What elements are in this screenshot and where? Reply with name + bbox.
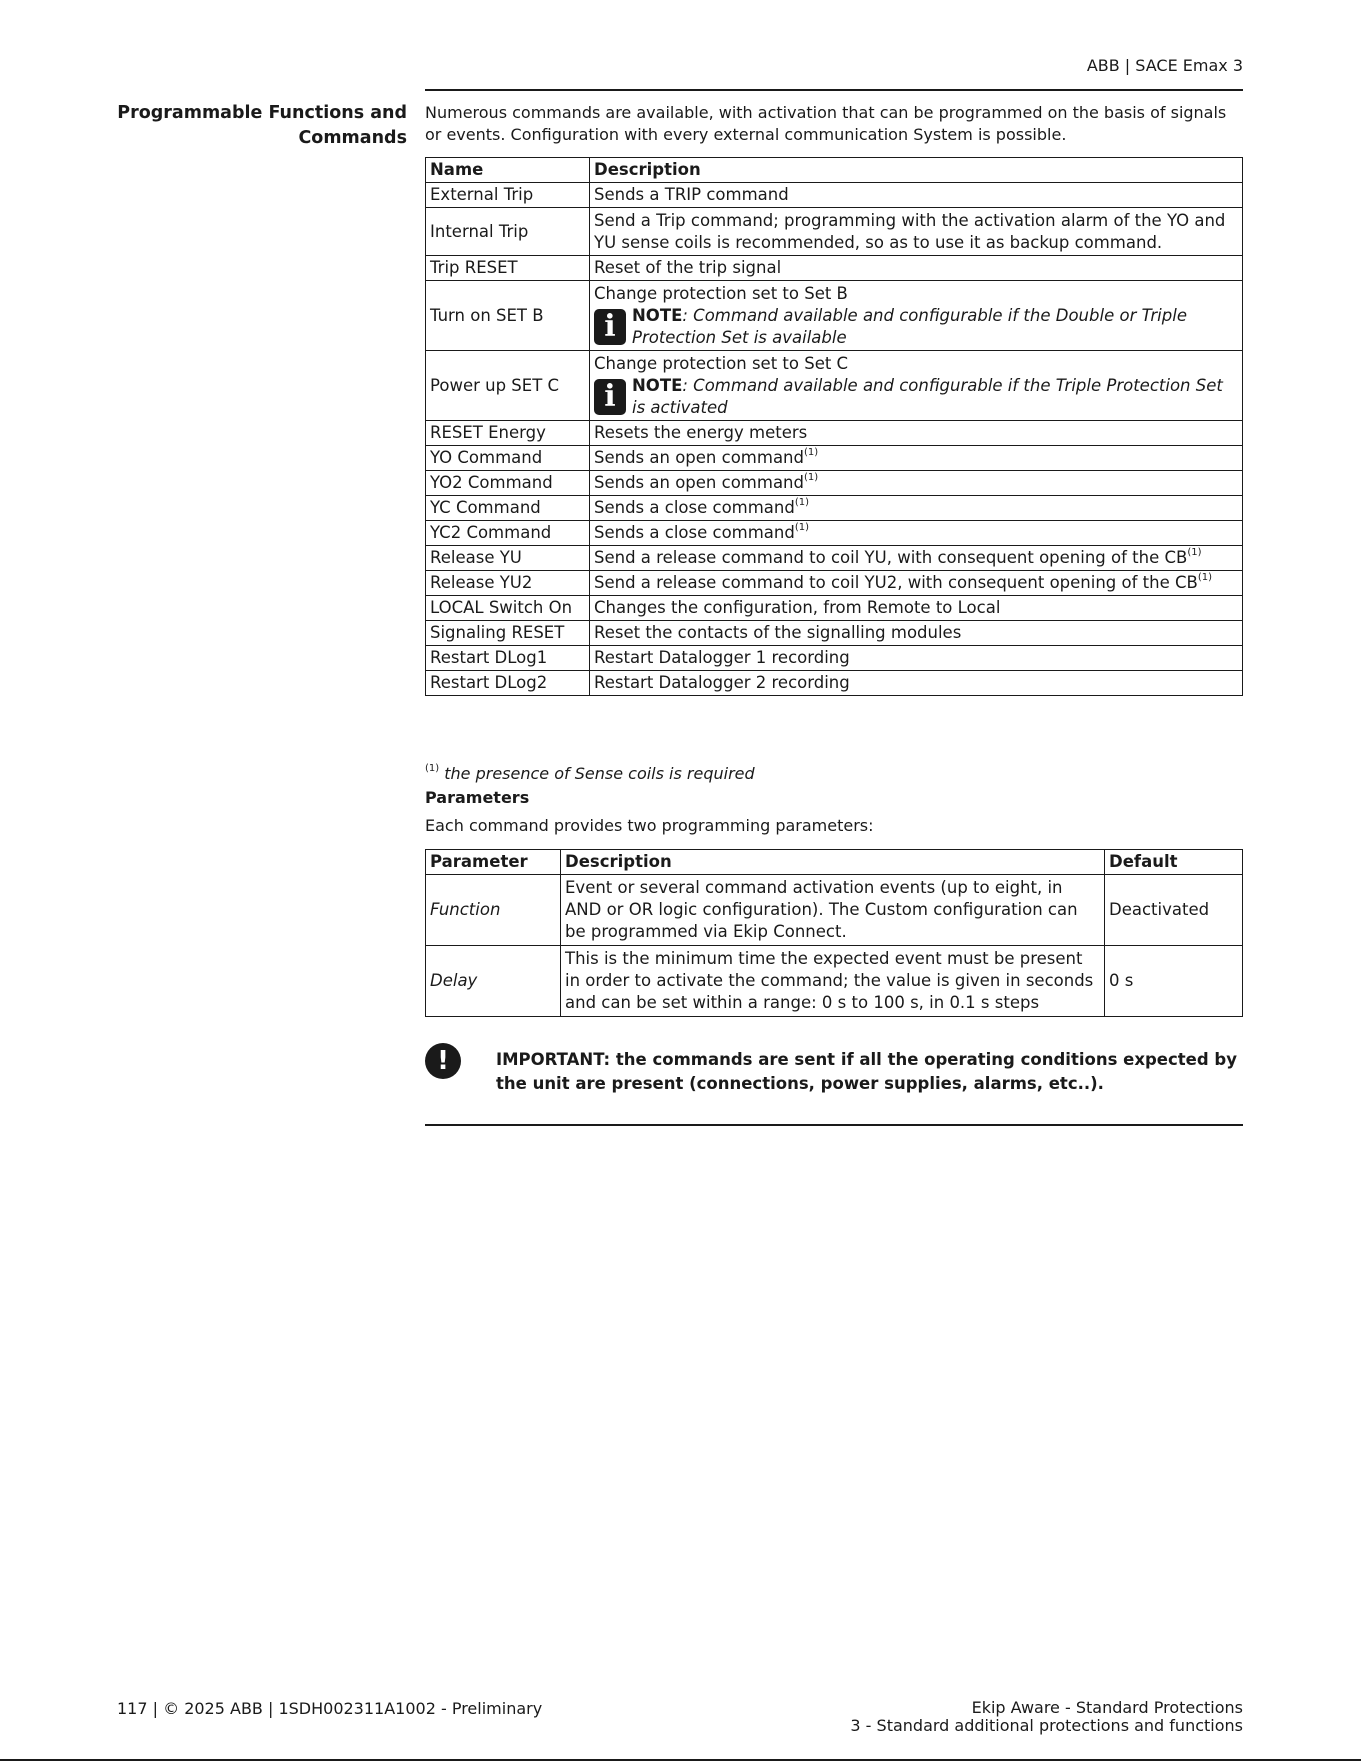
parameters-heading: Parameters	[425, 788, 530, 807]
footnote-marker: (1)	[1197, 572, 1213, 583]
command-name: YC2 Command	[426, 521, 590, 546]
table-row	[426, 256, 1243, 281]
table-row	[426, 208, 1243, 256]
footer-page-info: 117 | © 2025 ABB | 1SDH002311A1002 - Preliminary	[117, 1699, 543, 1718]
important-notice: IMPORTANT: the commands are sent if all the operating conditions expected by the unit are present (connections, power supplies, alarms, etc..).	[496, 1050, 1237, 1093]
command-description: Restart Datalogger 2 recording	[590, 671, 1243, 696]
command-name: YO Command	[426, 446, 590, 471]
command-description: Send a release command to coil YU2, with consequent opening of the CB	[594, 573, 1198, 592]
command-name: Release YU2	[426, 571, 590, 596]
table-row	[426, 521, 1243, 546]
command-description: Sends a close command	[594, 523, 795, 542]
table-row	[426, 571, 1243, 596]
footnote	[425, 764, 755, 783]
command-description: Change protection set to Set C	[594, 353, 849, 373]
command-name: Restart DLog2	[426, 671, 590, 696]
section-title: Programmable Functions and Commands	[117, 103, 407, 148]
column-header-description: Description	[561, 850, 1105, 875]
footnote-marker: (1)	[794, 522, 810, 533]
footnote-marker: (1)	[804, 447, 819, 458]
table-row	[426, 875, 1243, 946]
table-row	[426, 671, 1243, 696]
command-description-cell	[590, 471, 1243, 496]
section-intro: Numerous commands are available, with activation that can be programmed on the basis of signals or events. Configuration with every external communication System is possible.	[425, 103, 1227, 144]
footnote-text: the presence of Sense coils is required	[439, 764, 755, 783]
info-icon: i	[594, 309, 626, 345]
table-row	[426, 183, 1243, 208]
note-text	[632, 305, 1238, 349]
command-description: Restart Datalogger 1 recording	[590, 646, 1243, 671]
table-row	[426, 496, 1243, 521]
commands-table	[425, 157, 1243, 696]
info-icon: i	[594, 379, 626, 415]
command-description-cell	[590, 351, 1243, 421]
note-block	[594, 375, 1238, 419]
parameter-name: Delay	[426, 946, 561, 1017]
parameter-description: This is the minimum time the expected event must be present in order to activate the command; the value is given in seconds and can be set within a range: 0 s to 100 s, in 0.1 s steps	[561, 946, 1105, 1017]
note-body: : Command available and configurable if the Triple Protection Set is activated	[632, 375, 1223, 417]
footnote-marker: (1)	[804, 472, 819, 483]
note-label: NOTE	[632, 375, 683, 395]
command-name: Power up SET C	[426, 351, 590, 421]
command-description-cell	[590, 521, 1243, 546]
parameter-default: 0 s	[1105, 946, 1243, 1017]
footer-chapter	[850, 1699, 1243, 1735]
command-name: Release YU	[426, 546, 590, 571]
note-body: : Command available and configurable if the Double or Triple Protection Set is available	[632, 305, 1187, 347]
command-description: Sends a TRIP command	[590, 183, 1243, 208]
command-name: YC Command	[426, 496, 590, 521]
table-row	[426, 946, 1243, 1017]
table-row	[426, 546, 1243, 571]
column-header-name: Name	[426, 158, 590, 183]
command-description: Reset the contacts of the signalling modules	[590, 621, 1243, 646]
command-name: Internal Trip	[426, 208, 590, 256]
command-description: Sends an open command	[594, 448, 804, 467]
note-label: NOTE	[632, 305, 683, 325]
table-row	[426, 646, 1243, 671]
command-name: LOCAL Switch On	[426, 596, 590, 621]
column-header-description: Description	[590, 158, 1243, 183]
column-header-default: Default	[1105, 850, 1243, 875]
footer-document-title: Ekip Aware - Standard Protections	[971, 1698, 1243, 1717]
command-description-cell	[590, 546, 1243, 571]
footer-chapter-title: 3 - Standard additional protections and functions	[850, 1716, 1243, 1735]
parameter-name: Function	[426, 875, 561, 946]
table-row	[426, 446, 1243, 471]
table-row	[426, 596, 1243, 621]
column-header-parameter: Parameter	[426, 850, 561, 875]
command-description: Sends a close command	[594, 498, 795, 517]
parameter-description: Event or several command activation events (up to eight, in AND or OR logic configuration). The Custom configuration can be programmed via Ekip Connect.	[561, 875, 1105, 946]
note-text	[632, 375, 1238, 419]
exclamation-icon: !	[425, 1043, 461, 1079]
top-divider	[425, 89, 1243, 91]
note-block	[594, 305, 1238, 349]
command-name: YO2 Command	[426, 471, 590, 496]
table-header-row	[426, 850, 1243, 875]
footnote-marker: (1)	[794, 497, 810, 508]
table-header-row	[426, 158, 1243, 183]
parameter-default: Deactivated	[1105, 875, 1243, 946]
command-description-cell	[590, 281, 1243, 351]
table-row	[426, 351, 1243, 421]
command-name: RESET Energy	[426, 421, 590, 446]
command-description: Sends an open command	[594, 473, 804, 492]
table-row	[426, 621, 1243, 646]
bottom-divider	[425, 1124, 1243, 1126]
command-name: Turn on SET B	[426, 281, 590, 351]
command-name: External Trip	[426, 183, 590, 208]
command-name: Restart DLog1	[426, 646, 590, 671]
command-description: Reset of the trip signal	[590, 256, 1243, 281]
command-name: Trip RESET	[426, 256, 590, 281]
command-description: Resets the energy meters	[590, 421, 1243, 446]
command-name: Signaling RESET	[426, 621, 590, 646]
table-row	[426, 471, 1243, 496]
footnote-marker: (1)	[425, 763, 440, 774]
table-row	[426, 281, 1243, 351]
command-description-cell	[590, 446, 1243, 471]
table-row	[426, 421, 1243, 446]
footnote-marker: (1)	[1187, 547, 1202, 558]
command-description-cell	[590, 571, 1243, 596]
command-description: Send a release command to coil YU, with consequent opening of the CB	[594, 548, 1188, 567]
command-description-cell	[590, 496, 1243, 521]
command-description: Send a Trip command; programming with the activation alarm of the YO and YU sense coils is recommended, so as to use it as backup command.	[590, 208, 1243, 256]
parameters-intro: Each command provides two programming parameters:	[425, 816, 874, 835]
header-brand: ABB | SACE Emax 3	[1086, 56, 1243, 75]
command-description: Change protection set to Set B	[594, 283, 848, 303]
command-description: Changes the configuration, from Remote to Local	[590, 596, 1243, 621]
parameters-table	[425, 849, 1243, 1017]
